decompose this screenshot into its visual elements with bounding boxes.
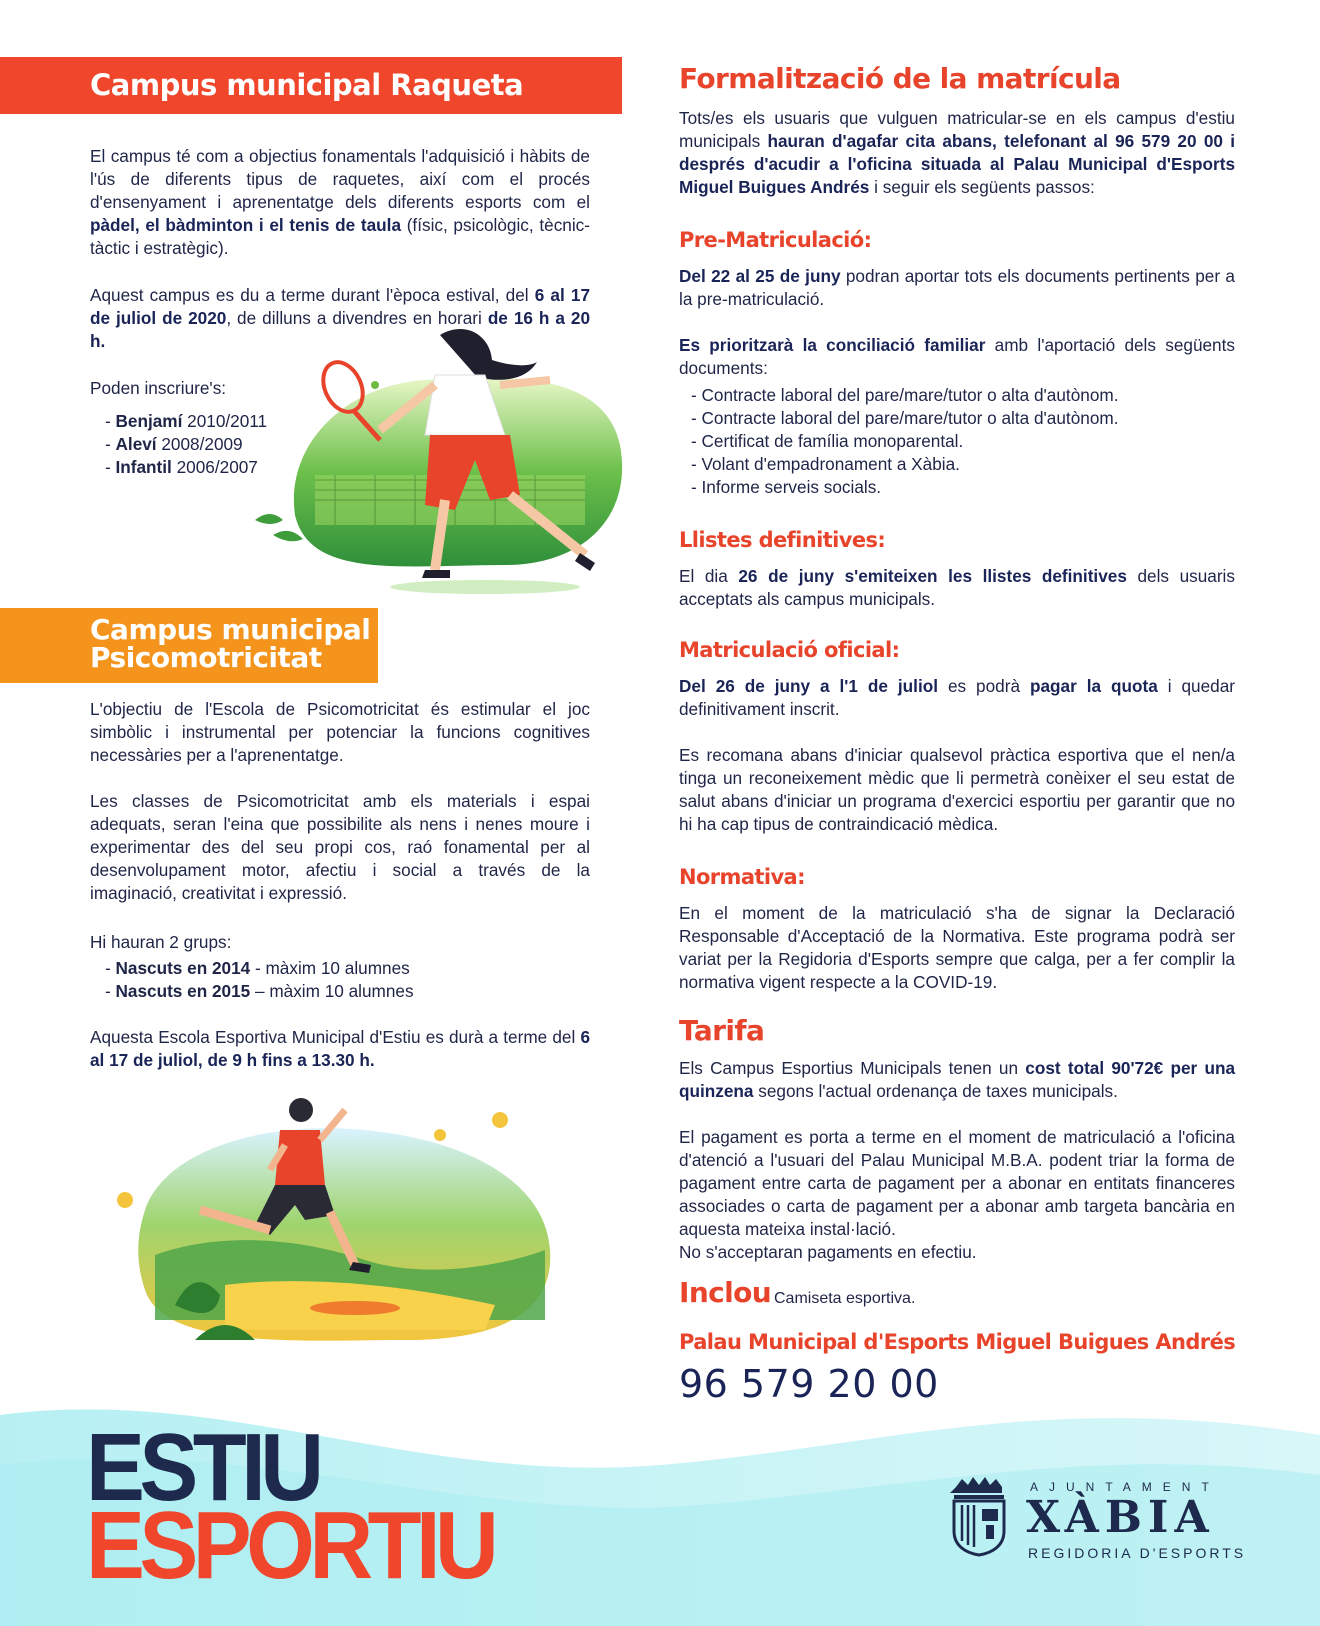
text-run: amb l'aportació dels següents documents: <box>679 335 1235 378</box>
text-run: Les classes de Psicomotricitat amb els materials i espai adequats, seran l'eina que possibilite als nens i nenes moure i experimentar des del seu propi cos, raó fonamental per al desenvolupament motor, afectiu i social a través de la imaginació, creativitat i expressió. <box>90 791 590 903</box>
contact-phone: 96 579 20 00 <box>679 1362 939 1406</box>
text-run: El campus té com a objectius fonamentals l'adquisició i hàbits de l'ús de diferents tipus de raquetes, així com el procés d'ensenyament i aprenentatge dels diferents esports com el <box>90 146 590 212</box>
psico-title-line2: Psicomotricitat <box>90 641 322 674</box>
text-run: Aquest campus es du a terme durant l'època estival, del <box>90 285 535 305</box>
esportiu-title: ESPORTIU <box>86 1492 494 1599</box>
runner-illustration <box>105 1090 565 1365</box>
text-run: 2008/2009 <box>156 434 243 454</box>
estiu-title: ESTIU <box>86 1414 319 1521</box>
raqueta-paragraph-1 <box>90 145 590 260</box>
text-run: 2010/2011 <box>182 411 268 431</box>
bold-text: Infantil <box>115 457 172 477</box>
bold-text: Aleví <box>115 434 157 454</box>
list-item <box>105 957 414 980</box>
psico-paragraph-3 <box>90 1026 590 1072</box>
bold-text: pagar la quota <box>1029 676 1158 696</box>
list-item: - Contracte laboral del pare/mare/tutor o alta d'autònom. <box>691 408 1119 428</box>
text-run: - <box>105 981 116 1001</box>
text-run: Es recomana abans d'iniciar qualsevol pràctica esportiva que el nen/a tinga un reconeixement mèdic que li permetrà conèixer el seu estat de salut abans d'iniciar un programa d'exercici esportiu per garantir que no hi ha cap tipus de contraindicació mèdica. <box>679 745 1235 834</box>
matriculacio-oficial-title: Matriculació oficial: <box>679 638 900 662</box>
documents-list <box>691 384 1118 499</box>
bold-text: 6 al 17 de juliol de 2020 <box>90 285 590 328</box>
tarifa-paragraph <box>679 1057 1235 1103</box>
bold-text: Nascuts en 2015 <box>115 981 251 1001</box>
inclou-title: Inclou <box>679 1276 772 1309</box>
text-run: L'objectiu de l'Escola de Psicomotricitat és estimular el joc simbòlic i instrumental per potenciar la funcions cognitives necessàries per a l'aprenentatge. <box>90 699 590 765</box>
inclou-text: Camiseta esportiva. <box>774 1290 916 1307</box>
xabia-coat-of-arms-icon <box>948 1475 1010 1557</box>
llistes-paragraph <box>679 565 1235 611</box>
list-item: - Volant d'empadronament a Xàbia. <box>691 454 960 474</box>
tarifa-title: Tarifa <box>679 1014 765 1047</box>
formalitzacio-paragraph <box>679 107 1235 199</box>
list-item <box>105 410 267 433</box>
text-run: Tots/es els usuaris que vulguen matricular-se en els campus d'estiu municipals <box>679 108 1235 151</box>
bold-text: Del 26 de juny a l'1 de juliol <box>679 676 939 696</box>
prioritat-paragraph <box>679 334 1235 380</box>
psico-groups-list <box>105 957 414 1003</box>
bold-text: Benjamí <box>115 411 183 431</box>
bold-text: cost total 90'72€ per una quinzena <box>679 1058 1236 1101</box>
text-run: es podrà <box>938 676 1030 696</box>
text-run: El dia <box>679 566 739 586</box>
no-efectiu-text: No s'acceptaran pagaments en efectiu. <box>679 1242 977 1262</box>
bold-text: de 16 h a 20 h. <box>90 308 590 351</box>
text-run: - <box>105 958 116 978</box>
bold-text: Nascuts en 2014 <box>115 958 251 978</box>
matriculacio-oficial-paragraph <box>679 675 1235 721</box>
psico-groups-intro: Hi hauran 2 grups: <box>90 932 232 952</box>
logo-regidoria: REGIDORIA D'ESPORTS <box>1028 1545 1247 1561</box>
text-run: Aquesta Escola Esportiva Municipal d'Estiu es durà a terme del <box>90 1027 581 1047</box>
prematriculacio-title: Pre-Matriculació: <box>679 228 872 252</box>
list-item: - Certificat de família monoparental. <box>691 431 964 451</box>
list-item <box>105 433 267 456</box>
palau-name: Palau Municipal d'Esports Miguel Buigues Andrés <box>679 1330 1236 1354</box>
psico-title-line1: Campus municipal <box>90 613 371 646</box>
text-run: El pagament es porta a terme en el moment de matriculació a l'oficina d'atenció a l'usuari del Palau Municipal M.B.A. podent triar la forma de pagament entre carta de pagament per a abonar en entitats financeres associades o carta de pagament per a abonar amb targeta bancària en aquesta mateixa instal·lació. <box>679 1127 1235 1239</box>
bold-text: Del 22 al 25 de juny <box>679 266 841 286</box>
list-item: - Informe serveis socials. <box>691 477 882 497</box>
text-run: - <box>105 434 116 454</box>
psico-paragraph-1 <box>90 698 590 767</box>
bold-text: 6 al 17 de juliol, de 9 h fins a 13.30 h. <box>90 1027 590 1070</box>
text-run: i quedar definitivament inscrit. <box>679 676 1236 719</box>
text-run: , de dilluns a divendres en horari <box>226 308 488 328</box>
text-run: (físic, psicològic, tècnic-tàctic i estratègic). <box>90 215 590 258</box>
text-run: podran aportar tots els documents pertinents per a la pre-matriculació. <box>679 266 1235 309</box>
bold-text: pàdel, el bàdminton i el tenis de taula <box>90 215 402 235</box>
raqueta-title-bar <box>0 57 622 114</box>
list-item <box>105 980 414 1003</box>
normativa-paragraph <box>679 902 1235 994</box>
recomanacio-paragraph <box>679 744 1235 836</box>
tennis-player-illustration <box>255 325 645 600</box>
logo-xabia: XÀBIA <box>1026 1492 1215 1543</box>
text-run: - <box>105 411 116 431</box>
psico-title-bar <box>0 608 378 683</box>
bold-text: 26 de juny s'emiteixen les llistes definitives <box>738 566 1127 586</box>
raqueta-title: Campus municipal Raqueta <box>90 68 524 102</box>
raqueta-groups-list <box>105 410 267 479</box>
text-run: En el moment de la matriculació s'ha de signar la Declaració Responsable d'Acceptació de la Normativa. Este programa podrà ser variat per la Regidoria d'Esports sempre que calga, per a fer complir la normativa vigent respecte a la COVID-19. <box>679 903 1235 992</box>
raqueta-enroll-intro: Poden inscriure's: <box>90 378 227 398</box>
bold-text: Es prioritzarà la conciliació familiar <box>679 335 986 355</box>
text-run: segons l'actual ordenança de taxes municipals. <box>753 1081 1118 1101</box>
formalitzacio-title: Formalització de la matrícula <box>679 62 1121 95</box>
list-item <box>105 456 267 479</box>
llistes-title: Llistes definitives: <box>679 528 886 552</box>
list-item: - Contracte laboral del pare/mare/tutor o alta d'autònom. <box>691 385 1119 405</box>
text-run: - màxim 10 alumnes <box>250 958 410 978</box>
prematriculacio-paragraph <box>679 265 1235 311</box>
bold-text: hauran d'agafar cita abans, telefonant al 96 579 20 00 i després d'acudir a l'oficina situada al Palau Municipal d'Esports Miguel Buigues Andrés <box>679 131 1235 197</box>
text-run: Els Campus Esportius Municipals tenen un <box>679 1058 1026 1078</box>
text-run: i seguir els següents passos: <box>869 177 1095 197</box>
text-run: - <box>105 457 116 477</box>
text-run: dels usuaris acceptats als campus municipals. <box>679 566 1235 609</box>
text-run: 2006/2007 <box>171 457 258 477</box>
text-run: – màxim 10 alumnes <box>250 981 414 1001</box>
normativa-title: Normativa: <box>679 865 805 889</box>
pagament-paragraph <box>679 1126 1235 1241</box>
psico-paragraph-2 <box>90 790 590 905</box>
logo-ajuntament: AJUNTAMENT <box>1030 1480 1220 1494</box>
